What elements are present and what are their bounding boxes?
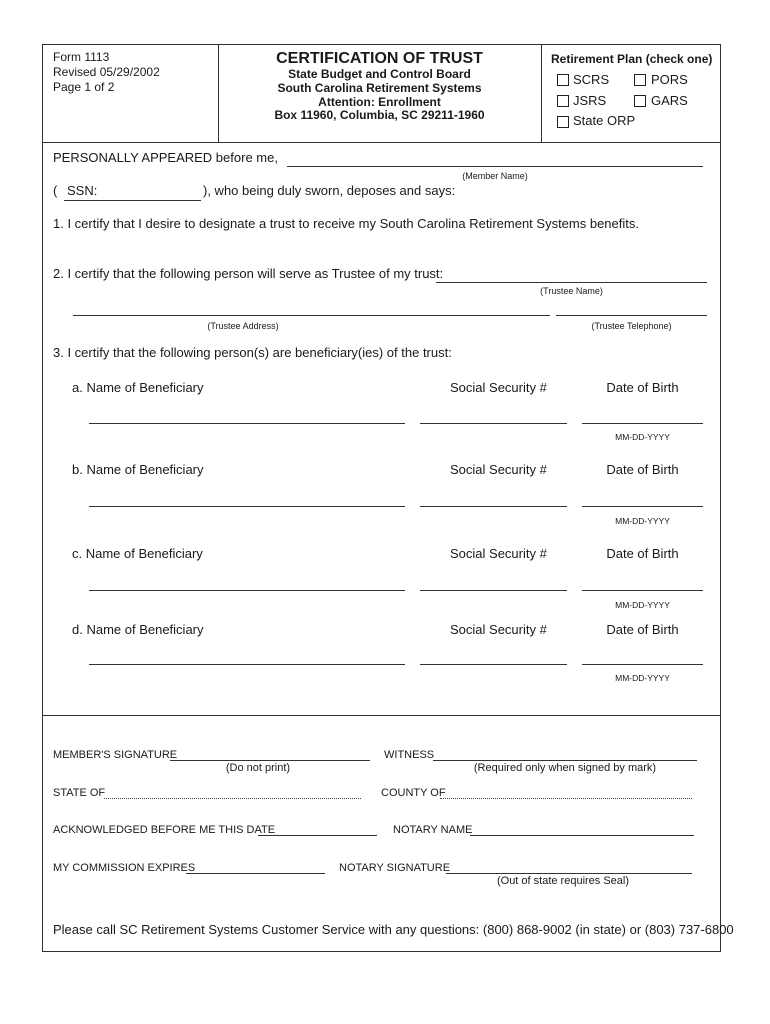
- certify-item-1: 1. I certify that I desire to designate a trust to receive my South Carolina Retirement Systems benefits.: [53, 216, 639, 231]
- address-line-2: South Carolina Retirement Systems: [277, 81, 482, 95]
- trustee-phone-line[interactable]: [556, 315, 707, 316]
- plan-label-state-orp: State ORP: [573, 113, 636, 128]
- beneficiary-c-date-format: MM-DD-YYYY: [615, 600, 670, 610]
- beneficiary-a-label: a. Name of Beneficiary: [72, 380, 204, 395]
- member-name-caption: (Member Name): [462, 171, 528, 181]
- beneficiary-d-name-line[interactable]: [89, 664, 405, 665]
- trustee-name-caption: (Trustee Name): [540, 286, 603, 296]
- beneficiary-c-dob-label: Date of Birth: [606, 546, 679, 561]
- acknowledged-label: ACKNOWLEDGED BEFORE ME THIS DATE: [53, 824, 276, 836]
- plan-label-gars: GARS: [651, 93, 688, 108]
- revised-date: Revised 05/29/2002: [53, 65, 160, 79]
- beneficiary-b-ssn-label: Social Security #: [450, 462, 547, 477]
- beneficiary-b-date-format: MM-DD-YYYY: [615, 516, 670, 526]
- beneficiary-b-name-line[interactable]: [89, 506, 405, 507]
- notary-signature-label: NOTARY SIGNATURE: [339, 862, 451, 874]
- checkbox-gars[interactable]: [634, 95, 646, 107]
- header-bottom-rule: [42, 142, 721, 143]
- beneficiary-d-dob-label: Date of Birth: [606, 622, 679, 637]
- notary-signature-line[interactable]: [446, 873, 692, 874]
- appeared-text: PERSONALLY APPEARED before me,: [53, 150, 278, 165]
- certify-item-2: 2. I certify that the following person will serve as Trustee of my trust:: [53, 266, 444, 281]
- beneficiary-b-label: b. Name of Beneficiary: [72, 462, 204, 477]
- page-number: Page 1 of 2: [53, 80, 115, 94]
- trustee-name-line[interactable]: [436, 282, 707, 283]
- beneficiary-a-ssn-label: Social Security #: [450, 380, 547, 395]
- ssn-label: SSN:: [67, 183, 98, 198]
- seal-note: (Out of state requires Seal): [496, 875, 630, 887]
- state-of-label: STATE OF: [53, 787, 106, 799]
- form-number: Form 1113: [53, 50, 110, 64]
- customer-service-note: Please call SC Retirement Systems Customer Service with any questions: (800) 868-9002 (in state) or (803) 737-6800: [53, 922, 734, 937]
- commission-expires-line[interactable]: [186, 873, 325, 874]
- county-of-label: COUNTY OF: [381, 787, 446, 799]
- address-line-3: Attention: Enrollment: [318, 95, 441, 109]
- checkbox-pors[interactable]: [634, 74, 646, 86]
- address-line-1: State Budget and Control Board: [288, 67, 471, 81]
- beneficiary-d-ssn-label: Social Security #: [450, 622, 547, 637]
- beneficiary-d-date-format: MM-DD-YYYY: [615, 673, 670, 683]
- acknowledged-date-line[interactable]: [258, 835, 377, 836]
- beneficiary-a-date-format: MM-DD-YYYY: [615, 432, 670, 442]
- state-of-line[interactable]: [104, 798, 361, 799]
- beneficiary-c-label: c. Name of Beneficiary: [72, 546, 203, 561]
- member-name-line[interactable]: [287, 166, 703, 167]
- plan-label-scrs: SCRS: [573, 72, 610, 87]
- member-signature-label: MEMBER'S SIGNATURE: [53, 749, 178, 761]
- do-not-print-note: (Do not print): [225, 762, 291, 774]
- beneficiary-b-dob-line[interactable]: [582, 506, 703, 507]
- notary-name-line[interactable]: [470, 835, 694, 836]
- sworn-text: ), who being duly sworn, deposes and says:: [203, 183, 456, 198]
- checkbox-state-orp[interactable]: [557, 116, 569, 128]
- beneficiary-c-dob-line[interactable]: [582, 590, 703, 591]
- witness-line[interactable]: [433, 760, 697, 761]
- signature-section-rule: [42, 715, 721, 716]
- ssn-open-paren: (: [53, 183, 58, 198]
- beneficiary-b-ssn-line[interactable]: [420, 506, 567, 507]
- county-of-line[interactable]: [440, 798, 692, 799]
- plan-label-jsrs: JSRS: [573, 93, 607, 108]
- witness-label: WITNESS: [384, 749, 435, 761]
- notary-name-label: NOTARY NAME: [393, 824, 473, 836]
- witness-note: (Required only when signed by mark): [473, 762, 657, 774]
- plan-heading: Retirement Plan (check one): [551, 52, 713, 66]
- trustee-address-line[interactable]: [73, 315, 550, 316]
- beneficiary-c-name-line[interactable]: [89, 590, 405, 591]
- certify-item-3: 3. I certify that the following person(s) are beneficiary(ies) of the trust:: [53, 345, 452, 360]
- beneficiary-b-dob-label: Date of Birth: [606, 462, 679, 477]
- trustee-address-caption: (Trustee Address): [207, 321, 279, 331]
- commission-expires-label: MY COMMISSION EXPIRES: [53, 862, 196, 874]
- beneficiary-c-ssn-line[interactable]: [420, 590, 567, 591]
- beneficiary-d-label: d. Name of Beneficiary: [72, 622, 204, 637]
- beneficiary-a-dob-line[interactable]: [582, 423, 703, 424]
- plan-label-pors: PORS: [651, 72, 688, 87]
- beneficiary-a-ssn-line[interactable]: [420, 423, 567, 424]
- header-divider-right: [541, 44, 542, 142]
- member-ssn-line[interactable]: [64, 200, 201, 201]
- member-signature-line[interactable]: [170, 760, 370, 761]
- address-line-4: Box 11960, Columbia, SC 29211-1960: [274, 108, 485, 122]
- checkbox-scrs[interactable]: [557, 74, 569, 86]
- beneficiary-a-name-line[interactable]: [89, 423, 405, 424]
- beneficiary-c-ssn-label: Social Security #: [450, 546, 547, 561]
- beneficiary-d-ssn-line[interactable]: [420, 664, 567, 665]
- beneficiary-d-dob-line[interactable]: [582, 664, 703, 665]
- trustee-phone-caption: (Trustee Telephone): [591, 321, 672, 331]
- checkbox-jsrs[interactable]: [557, 95, 569, 107]
- beneficiary-a-dob-label: Date of Birth: [606, 380, 679, 395]
- form-title: CERTIFICATION OF TRUST: [276, 50, 483, 67]
